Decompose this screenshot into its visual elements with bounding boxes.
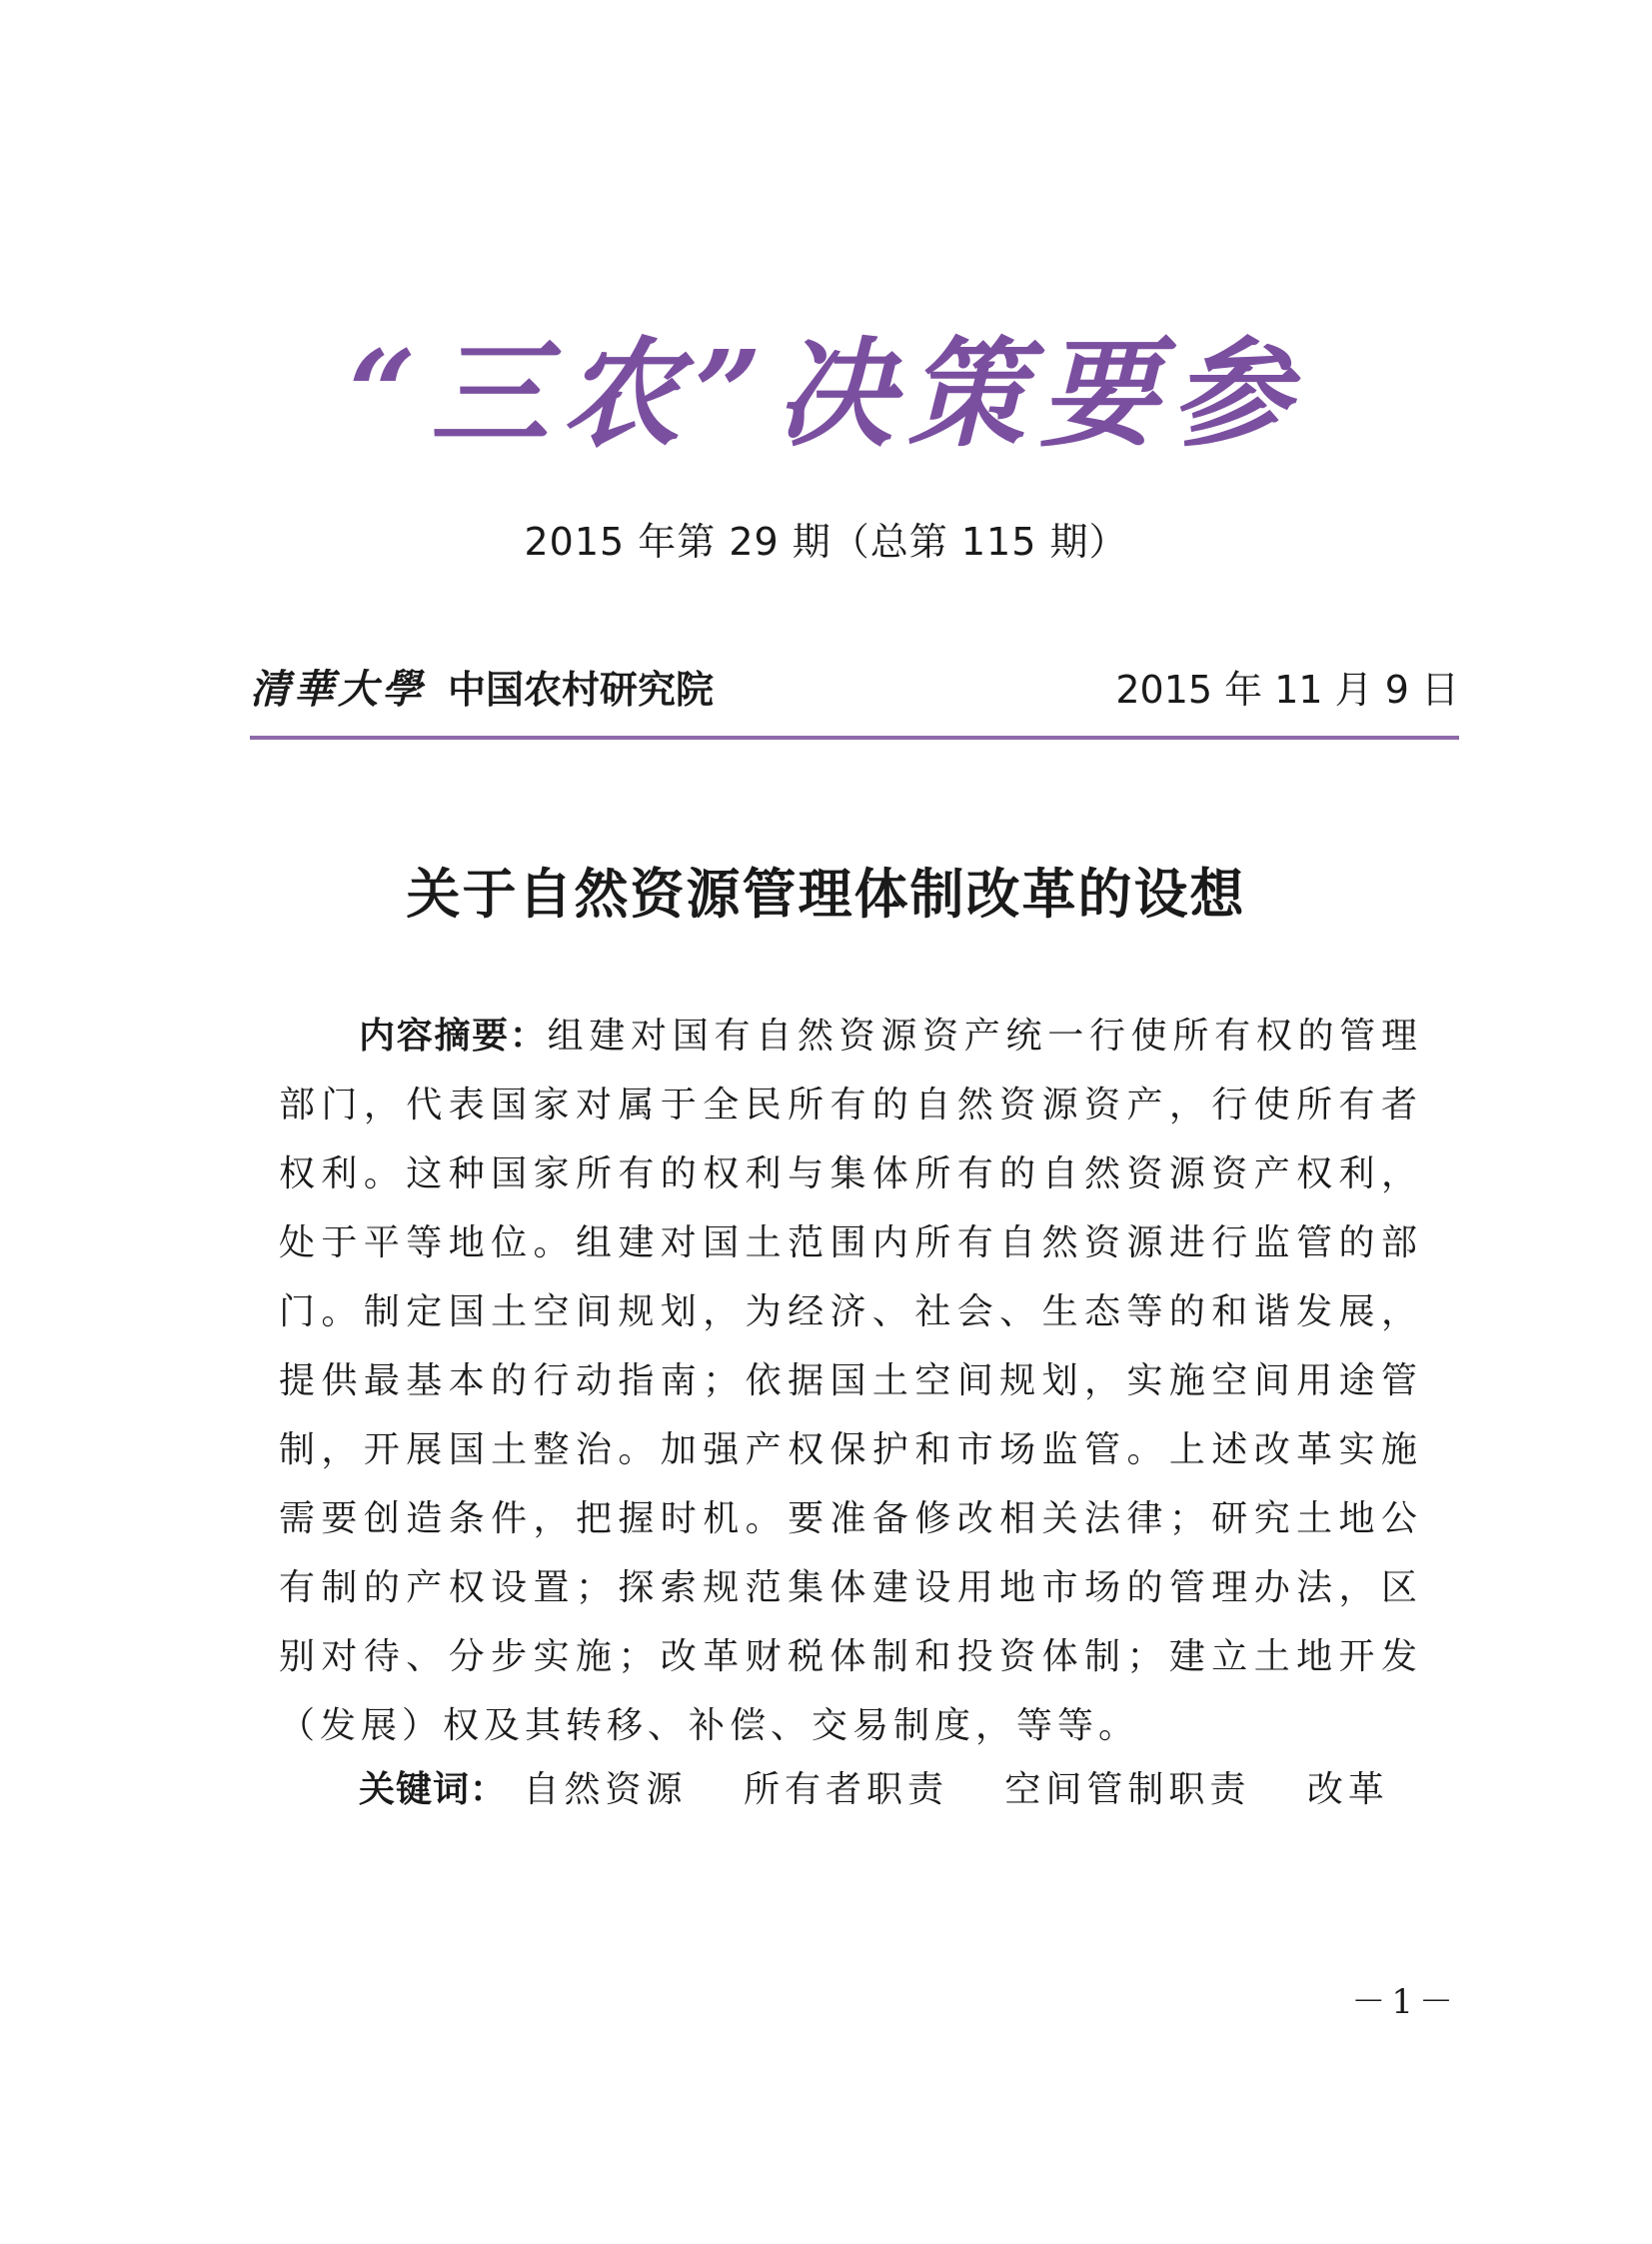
article-title: 关于自然资源管理体制改革的设想 xyxy=(406,863,1246,926)
keyword-item: 自然资源 xyxy=(523,1769,688,1810)
header-row xyxy=(250,660,1459,720)
abstract-label: 内容摘要： xyxy=(359,1016,548,1057)
keyword-item: 改革 xyxy=(1306,1769,1389,1810)
issue-number: 2015 年第 29 期（总第 115 期） xyxy=(524,520,1128,564)
page-number: －1－ xyxy=(1351,1982,1459,2022)
institute-name xyxy=(250,660,714,720)
university-logo-text: 清華大學 xyxy=(250,666,426,713)
organization-name: 中国农村研究院 xyxy=(448,668,715,712)
abstract-body: 组建对国有自然资源资产统一行使所有权的管理部门，代表国家对属于全民所有的自然资源资产，行使所有者权利。这种国家所有的权利与集体所有的自然资源资产权利，处于平等地位。组建对国土范围内所有自然资源进行监管的部门。制定国土空间规划，为经济、社会、生态等的和谐发展，提供最基本的行动指南；依据国土空间规划，实施空间用途管制，开展国土整治。加强产权保护和市场监管。上述改革实施需要创造条件，把握时机。要准备修改相关法律；研究土地公有制的产权设置；探索规范集体建设用地市场的管理办法，区别对待、分步实施；改革财税体制和投资体制；建立土地开发（发展）权及其转移、补偿、交易制度，等等。 xyxy=(279,1016,1422,1746)
abstract-paragraph xyxy=(279,1002,1422,1760)
keywords-label: 关键词： xyxy=(359,1769,508,1810)
keyword-item: 空间管制职责 xyxy=(1004,1769,1251,1810)
masthead-title: “三农”决策要参 xyxy=(348,324,1304,463)
keywords-line xyxy=(359,1755,1389,1824)
publication-date: 2015 年 11 月 9 日 xyxy=(1115,668,1459,712)
header-divider xyxy=(250,736,1459,740)
keyword-item: 所有者职责 xyxy=(743,1769,948,1810)
